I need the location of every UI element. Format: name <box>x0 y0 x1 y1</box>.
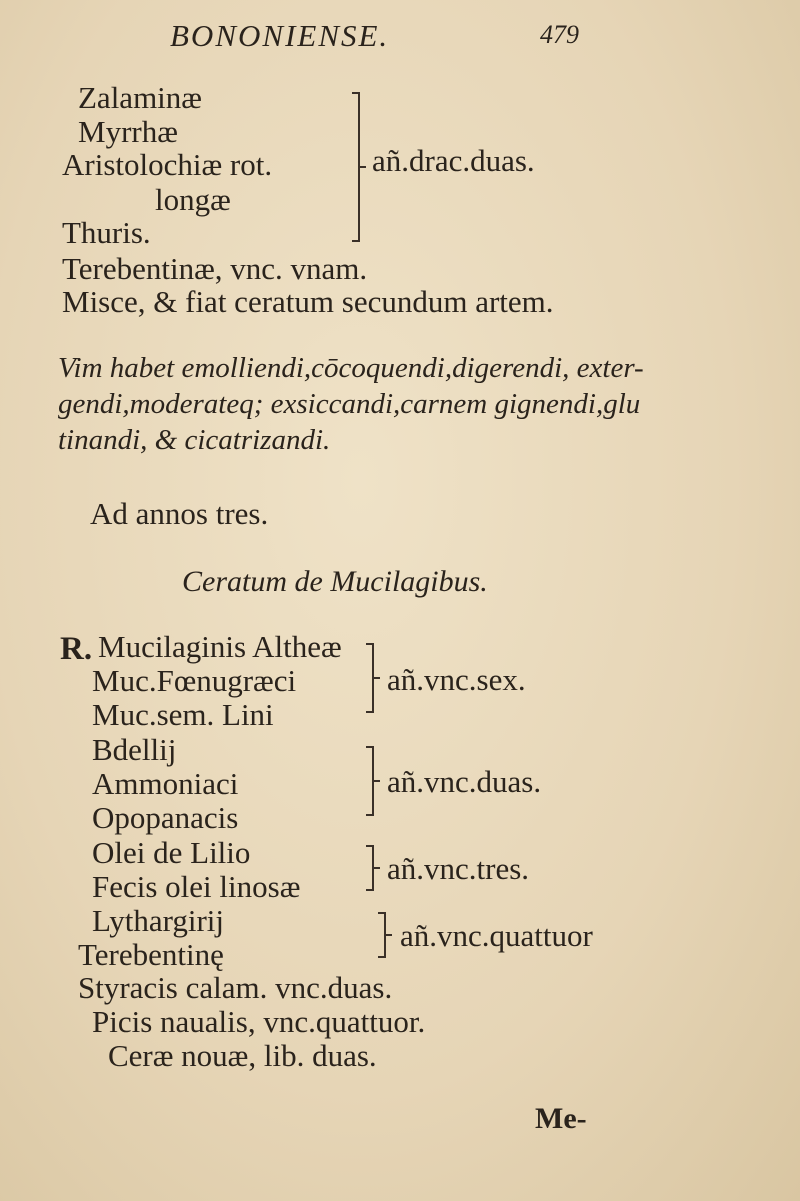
ingredient-line: Styracis calam. vnc.duas. <box>78 970 393 1005</box>
ingredient-line: Muc.Fœnugræci <box>92 663 297 698</box>
ingredient-line: Terebentinę <box>78 937 224 972</box>
section-title: Ceratum de Mucilagibus. <box>182 565 488 598</box>
brace-point <box>358 166 366 168</box>
virtue-line: Vim habet emolliendi,cōcoquendi,digerendi, exter- <box>58 352 644 384</box>
ingredient-line: Thuris. <box>62 215 151 250</box>
running-title: BONONIENSE. <box>170 18 390 53</box>
brace-point <box>372 780 380 782</box>
ingredient-line: Bdellij <box>92 732 177 767</box>
virtue-line: gendi,moderateq; exsiccandi,carnem gignendi,glu <box>58 388 641 420</box>
virtue-line: tinandi, & cicatrizandi. <box>58 424 331 456</box>
ingredient-line: Picis naualis, vnc.quattuor. <box>92 1004 426 1039</box>
ingredient-line: longæ <box>155 182 231 217</box>
ingredient-line: Lythargirij <box>92 903 225 938</box>
ingredient-line: Ammoniaci <box>92 766 239 801</box>
brace-point <box>384 934 392 936</box>
ingredient-line: Myrrhæ <box>78 114 178 149</box>
brace-point <box>372 677 380 679</box>
instruction-line: Misce, & fiat ceratum secundum artem. <box>62 284 554 319</box>
ingredient-line: Opopanacis <box>92 800 239 835</box>
ingredient-line: Mucilaginis Altheæ <box>98 629 342 664</box>
dose-label: añ.drac.duas. <box>372 143 535 178</box>
ingredient-line: Muc.sem. Lini <box>92 697 274 732</box>
ingredient-line: Olei de Lilio <box>92 835 251 870</box>
ingredient-line: Aristolochiæ rot. <box>62 147 273 182</box>
brace-point <box>372 867 380 869</box>
dose-label: añ.vnc.sex. <box>387 662 526 697</box>
dose-label: añ.vnc.duas. <box>387 764 542 799</box>
catchword: Me- <box>535 1102 587 1135</box>
duration-line: Ad annos tres. <box>90 496 269 531</box>
recipe-sigla: R. <box>60 631 93 667</box>
ingredient-line: Ceræ nouæ, lib. duas. <box>108 1038 377 1073</box>
dose-label: añ.vnc.tres. <box>387 851 530 886</box>
ingredient-line: Terebentinæ, vnc. vnam. <box>62 251 368 286</box>
dose-label: añ.vnc.quattuor <box>400 918 593 953</box>
ingredient-line: Fecis olei linosæ <box>92 869 301 904</box>
ingredient-line: Zalaminæ <box>78 80 202 115</box>
page-number: 479 <box>540 20 579 49</box>
